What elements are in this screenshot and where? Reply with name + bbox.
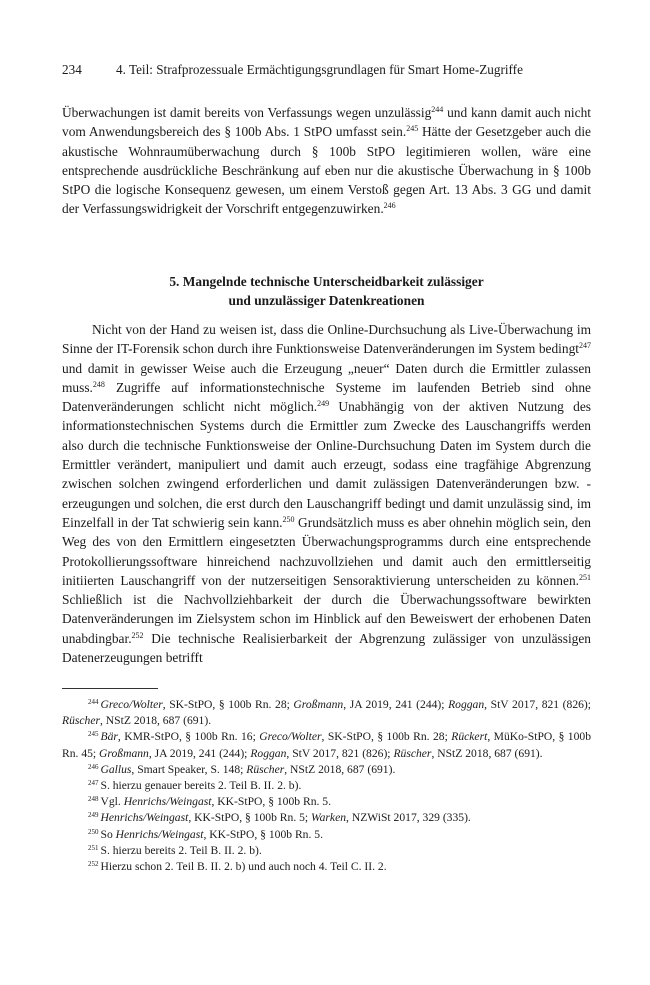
paragraph-2-text: Unabhängig von der aktiven Nutzung des informationstechnischen Systems durch die Ermittler zum Zwecke des Lauschangriffs werden also durch die technische Funktionsweise der Online-Durchsuchung Daten im System durch die Ermittler verändert, manipuliert und damit auch erzeugt, sodass eine tragfähige Abgrenzung zwischen solchen zwingend erforderlichen und damit zulässigen Datenveränderungen bzw. -erzeugungen und solchen, die erst durch den Lauschangriff bedingt und damit unzulässig sind, im Einzelfall in der Tat schwierig sein kann.	[62, 399, 591, 530]
footnote	[62, 762, 591, 778]
paragraph-2-text: Grundsätzlich muss es aber ohnehin möglich sein, den Weg des von den Ermittlern eingesetzten Überwachungsprogramms durch eine entsprechende Protokollierungssoftware hinreichend nachzuvollziehen und damit auch den ermittlerseitig initiierten Lauschangriff von der nutzerseitigen Sensoraktivierung unterscheiden zu können.	[62, 514, 591, 588]
footnote-number: 247	[88, 779, 99, 788]
paragraph-1-text: und kann damit auch nicht vom Anwendungsbereich des § 100b Abs. 1 StPO umfasst sein.	[62, 105, 591, 140]
footnote	[62, 729, 591, 761]
footnote-author: Gallus	[100, 762, 132, 776]
paragraph-1-text: Überwachungen ist damit bereits von Verfassungs wegen unzulässig	[62, 105, 432, 120]
footnote	[62, 778, 591, 794]
paragraph-2-text: Zugriffe auf informationstechnische Systeme im laufenden Betrieb sind ohne Datenveränderungen schlicht nicht möglich.	[62, 379, 591, 415]
footnote-ref[interactable]: 244	[431, 105, 444, 114]
footnote-text: Hierzu schon 2. Teil B. II. 2. b) und auch noch 4. Teil C. II. 2.	[100, 860, 387, 874]
footnote-text: S. hierzu genauer bereits 2. Teil B. II. 2. b).	[100, 779, 302, 793]
footnote-separator	[62, 688, 158, 689]
footnote-author: Rüscher	[62, 714, 100, 728]
footnote	[62, 794, 591, 810]
footnote-author: Warken	[311, 811, 347, 825]
running-title: 4. Teil: Strafprozessuale Ermächtigungsgrundlagen für Smart Home-Zugriffe	[116, 62, 523, 77]
paragraph-2-text: Die technische Realisierbarkeit der Abgrenzung zulässiger von unzulässigen Datenerzeugungen betrifft	[62, 630, 591, 666]
footnote-author: Roggan	[448, 698, 485, 711]
footnote-text: , Smart Speaker, S. 148;	[131, 762, 247, 776]
footnote-author: Roggan	[250, 746, 287, 760]
footnote-ref[interactable]: 246	[383, 201, 396, 211]
footnote-text: , KK-StPO, § 100b Rn. 5.	[211, 795, 331, 809]
footnote-text: , NStZ 2018, 687 (691).	[431, 746, 543, 760]
footnote-author: Rüscher	[246, 762, 285, 776]
footnote-ref[interactable]: 247	[579, 341, 591, 351]
footnote-number: 248	[88, 795, 99, 804]
running-header	[62, 61, 592, 78]
footnote-ref[interactable]: 249	[317, 399, 330, 409]
footnote-author: Greco/Wolter	[100, 698, 163, 711]
footnote-author: Rückert	[451, 730, 488, 744]
footnote-number: 246	[88, 762, 99, 771]
footnote-author: Henrichs/Weingast	[115, 827, 204, 841]
footnote-text: , JA 2019, 241 (244);	[148, 746, 251, 760]
footnote-text: , KK-StPO, § 100b Rn. 5;	[188, 811, 312, 825]
footnote-text: , SK-StPO, § 100b Rn. 28;	[321, 730, 452, 744]
footnote-number: 250	[88, 827, 99, 836]
footnote-text: Vgl.	[100, 795, 124, 809]
paragraph-2	[62, 320, 591, 667]
footnote-ref[interactable]: 248	[92, 379, 105, 389]
section-heading	[62, 272, 591, 310]
paragraph-2-text: Nicht von der Hand zu weisen ist, dass die Online-Durchsuchung als Live-Überwachung im Sinne der IT-Forensik schon durch ihre Funktionsweise Datenveränderungen im System bedingt	[62, 322, 591, 357]
footnote-number: 244	[88, 698, 99, 706]
footnote	[62, 843, 591, 859]
footnote-text: , KMR-StPO, § 100b Rn. 16;	[117, 730, 260, 744]
footnote-ref[interactable]: 250	[282, 514, 295, 524]
footnote-number: 251	[88, 843, 99, 852]
footnote-ref[interactable]: 245	[406, 124, 419, 134]
footnote	[62, 697, 591, 729]
footnote	[62, 827, 591, 843]
footnote-author: Großmann	[99, 746, 149, 760]
section-heading-line-1: 5. Mangelnde technische Unterscheidbarkeit zulässiger	[169, 274, 484, 289]
footnote-author: Bär	[100, 730, 118, 744]
footnote-author: Rüscher	[393, 746, 432, 760]
footnote-number: 245	[88, 730, 99, 739]
footnotes-section	[62, 697, 591, 875]
footnote-text: , NStZ 2018, 687 (691).	[100, 714, 212, 728]
footnote-author: Henrichs/Weingast	[100, 811, 189, 825]
footnote-author: Großmann	[293, 698, 344, 711]
footnote-number: 252	[88, 860, 99, 869]
page-number: 234	[62, 62, 82, 77]
paragraph-2-text: Schließlich ist die Nachvollziehbarkeit der durch die Überwachungssoftware bewirkten Datenveränderungen im Zielsystem schon im Hinblick auf den Beweiswert der erhobenen Daten unabdingbar.	[62, 592, 591, 646]
section-heading-line-2: und unzulässiger Datenkreationen	[228, 293, 425, 308]
footnote-text: So	[100, 827, 116, 841]
footnote-text: S. hierzu bereits 2. Teil B. II. 2. b).	[100, 843, 262, 857]
footnote-text: , StV 2017, 821 (826);	[286, 746, 394, 760]
footnote-ref[interactable]: 251	[579, 572, 591, 582]
footnote	[62, 859, 591, 875]
footnote-text: , KK-StPO, § 100b Rn. 5.	[203, 827, 323, 841]
footnote-ref[interactable]: 252	[131, 630, 144, 640]
paragraph-1-text: Hätte der Gesetzgeber auch die akustische Wohnraumüberwachung durch § 100b StPO legitimieren wollen, wäre eine entsprechende ausdrückliche Beschränkung auf eben nur die akustische Überwachung in § 100b StPO die logische Konsequenz gewesen, um einem Verstoß gegen Art. 13 Abs. 3 GG und damit der Verfassungswidrigkeit der Vorschrift entgegenzuwirken.	[62, 124, 591, 217]
footnote-text: , StV 2017, 821 (826);	[484, 698, 591, 711]
footnote-text: , MüKo-StPO, § 100b Rn. 45;	[62, 730, 591, 760]
footnote-author: Henrichs/Weingast	[123, 795, 212, 809]
footnote-text: , NZWiSt 2017, 329 (335).	[346, 811, 471, 825]
paragraph-1	[62, 103, 591, 219]
footnote-text: , JA 2019, 241 (244);	[343, 698, 449, 711]
footnote-number: 249	[88, 811, 99, 820]
footnote-text: , NStZ 2018, 687 (691).	[284, 762, 396, 776]
footnote-author: Greco/Wolter	[259, 730, 322, 744]
footnote-text: , SK-StPO, § 100b Rn. 28;	[162, 698, 294, 711]
footnote	[62, 810, 591, 826]
paragraph-2-text: und damit in gewisser Weise auch die Erzeugung „neuer“ Daten durch die Ermittler zulassen muss.	[62, 360, 591, 395]
